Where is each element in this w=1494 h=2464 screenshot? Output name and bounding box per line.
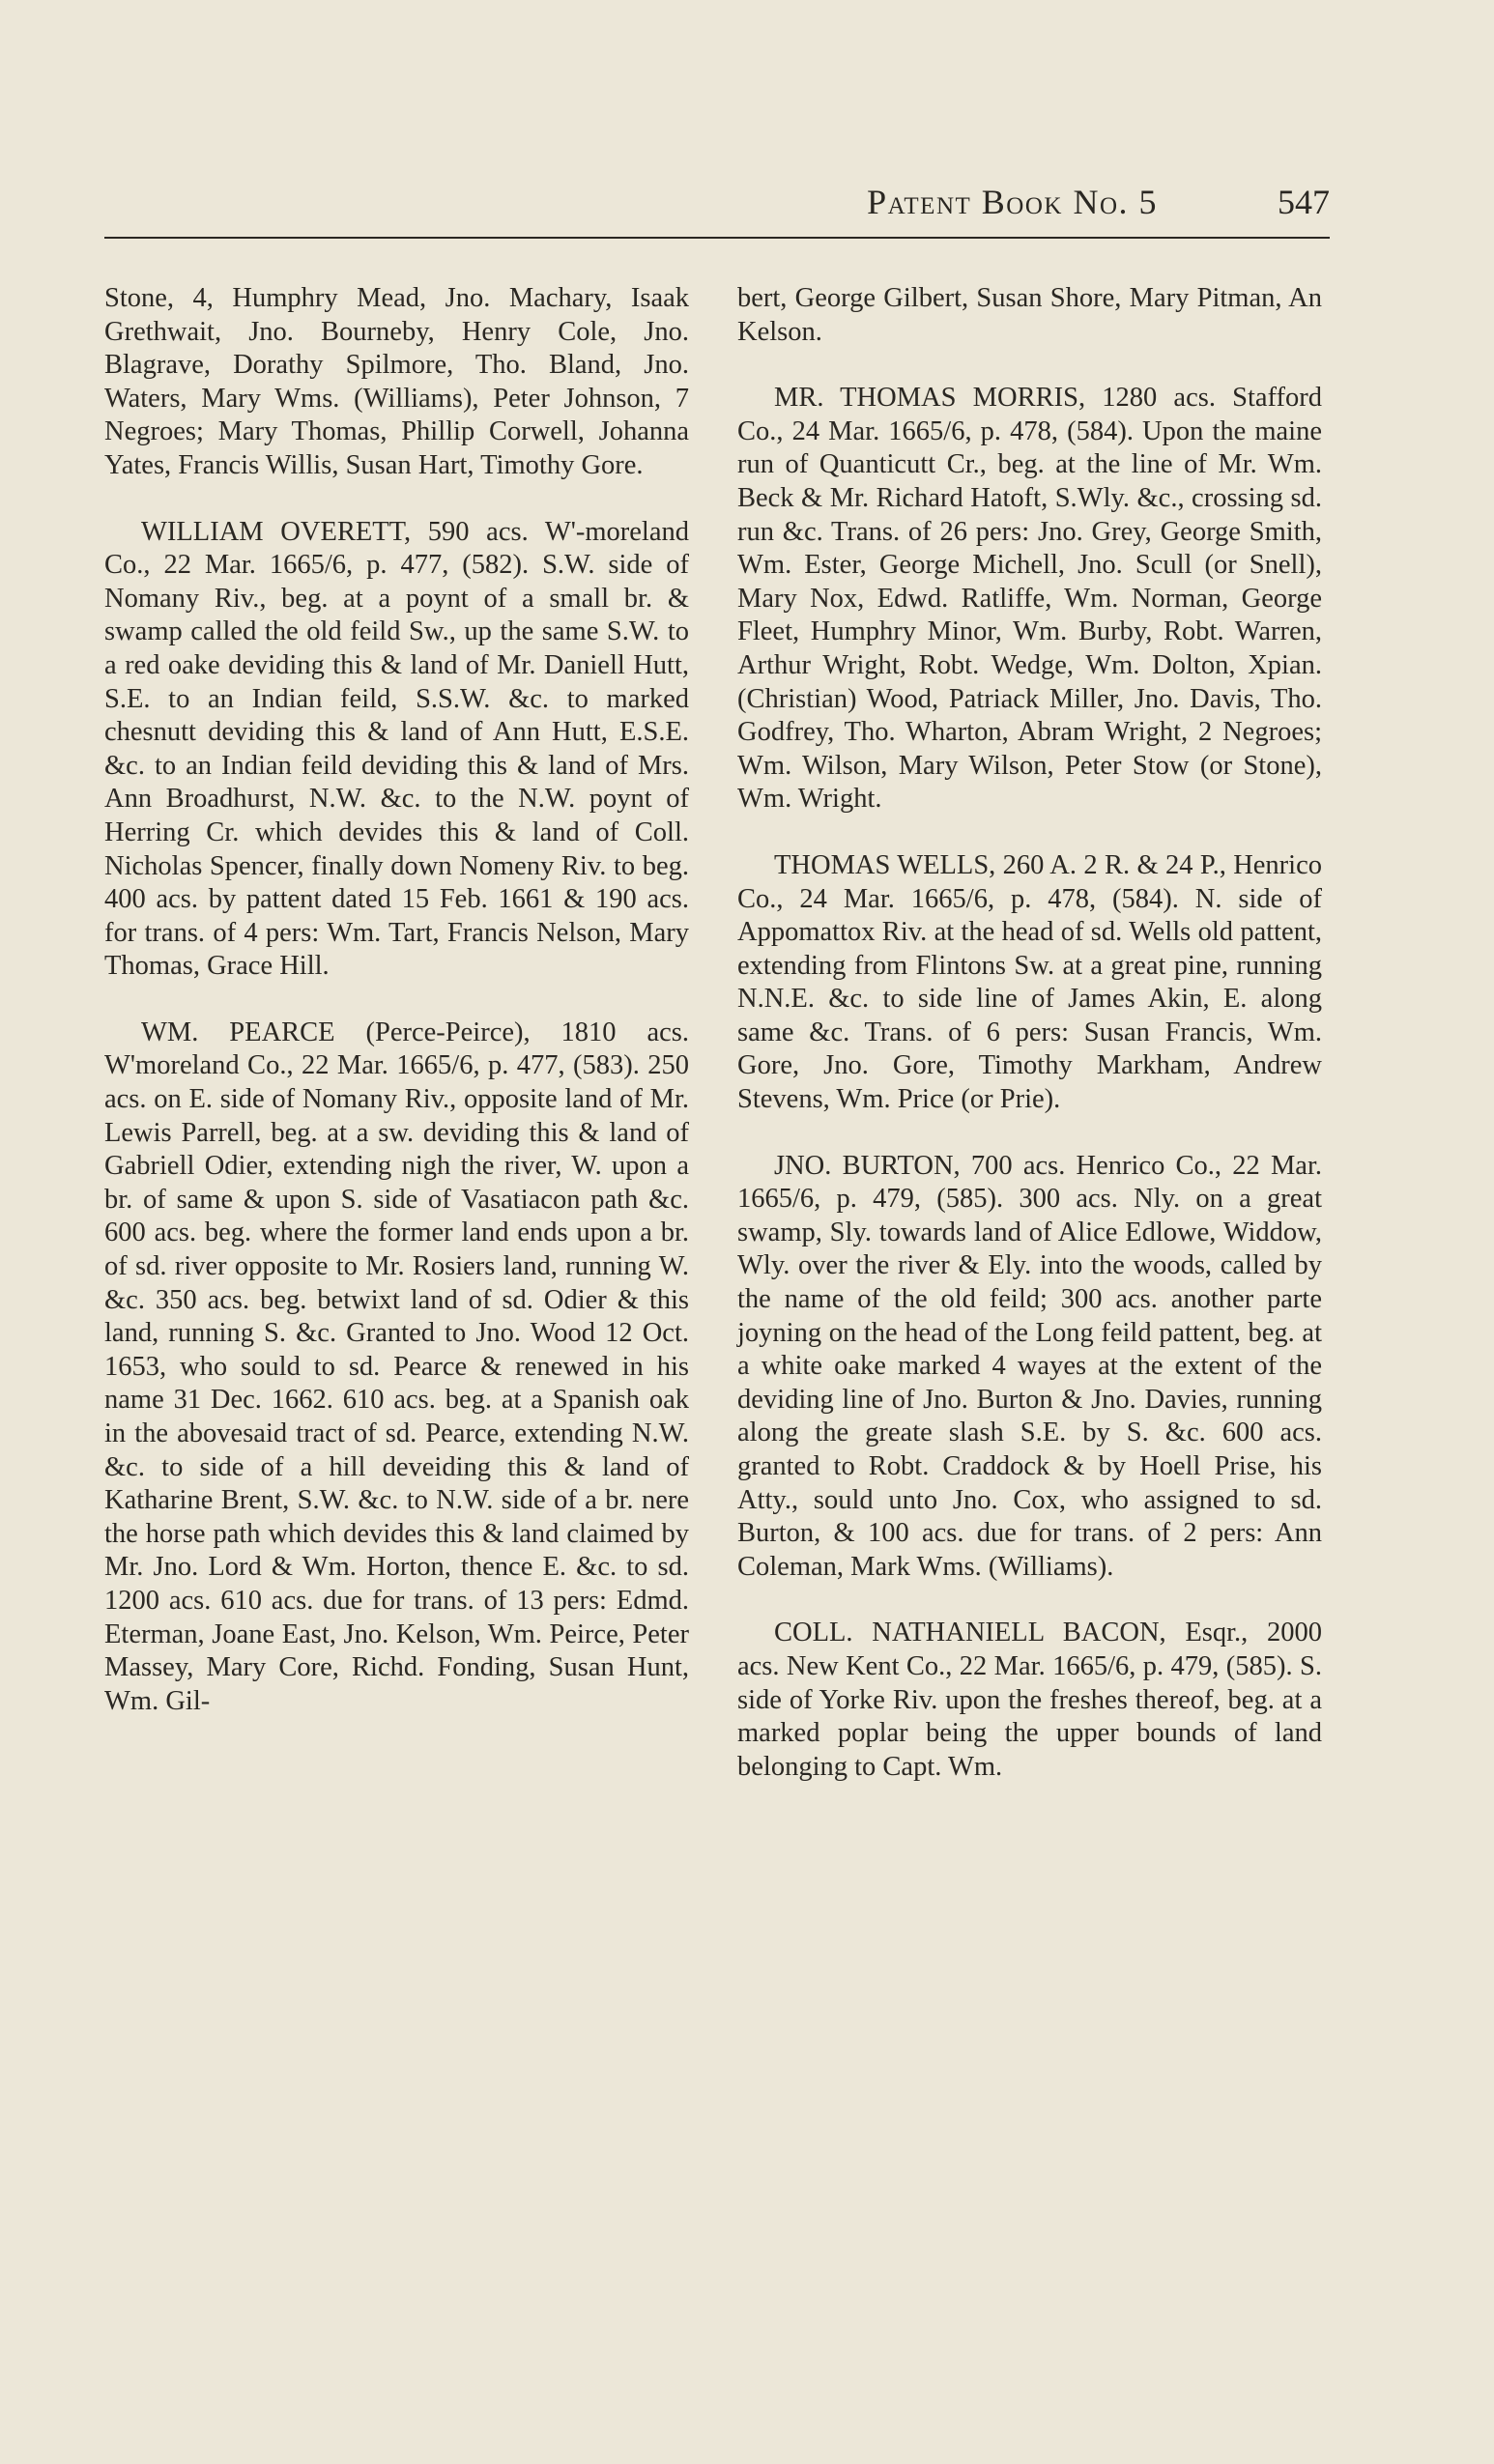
- entry-thomas-morris: MR. THOMAS MORRIS, 1280 acs. Stafford Co., 24 Mar. 1665/6, p. 478, (584). Upon the maine run of Quanticutt Cr., beg. at the line of Mr. Wm. Beck & Mr. Richard Hatoft, S.Wly. &c., crossing sd. run &c. Trans. of 26 pers: Jno. Grey, George Smith, Wm. Ester, George Michell, Jno. Scull (or Snell), Mary Nox, Edwd. Ratliffe, Wm. Norman, George Fleet, Humphry Minor, Wm. Burby, Robt. Warren, Arthur Wright, Robt. Wedge, Wm. Dolton, Xpian. (Christian) Wood, Patriack Miller, Jno. Davis, Tho. Godfrey, Tho. Wharton, Abram Wright, 2 Negroes; Wm. Wilson, Mary Wilson, Peter Stow (or Stone), Wm. Wright.: [737, 383, 1322, 815]
- entry-thomas-wells: THOMAS WELLS, 260 A. 2 R. & 24 P., Henrico Co., 24 Mar. 1665/6, p. 478, (584). N. side of Appomattox Riv. at the head of sd. Wells old pattent, extending from Flintons Sw. at a great pine, running N.N.E. &c. to side line of James Akin, E. along same &c. Trans. of 6 pers: Susan Francis, Wm. Gore, Jno. Gore, Timothy Markham, Andrew Stevens, Wm. Price (or Prie).: [737, 849, 1322, 1115]
- running-title: Patent Book No. 5: [867, 183, 1158, 221]
- left-column: [104, 282, 689, 1751]
- entry-wm-pearce: WM. PEARCE (Perce-Peirce), 1810 acs. W'moreland Co., 22 Mar. 1665/6, p. 477, (583). 250 acs. on E. side of Nomany Riv., opposite land of Mr. Lewis Parrell, beg. at a sw. deviding this & land of Gabriell Odier, extending nigh the river, W. upon a br. of same & upon S. side of Vasatiacon path &c. 600 acs. beg. where the former land ends upon a br. of sd. river opposite to Mr. Rosiers land, running W. &c. 350 acs. beg. betwixt land of sd. Odier & this land, running S. &c. Granted to Jno. Wood 12 Oct. 1653, who sould to sd. Pearce & renewed in his name 31 Dec. 1662. 610 acs. beg. at a Spanish oak in the abovesaid tract of sd. Pearce, extending N.W. &c. to side of a hill deveiding this & land of Katharine Brent, S.W. &c. to N.W. side of a br. nere the horse path which devides this & land claimed by Mr. Jno. Lord & Wm. Horton, thence E. &c. to sd. 1200 acs. 610 acs. due for trans. of 13 pers: Edmd. Eterman, Joane East, Jno. Kelson, Wm. Peirce, Peter Massey, Mary Core, Richd. Fonding, Susan Hunt, Wm. Gil-: [104, 1017, 689, 1716]
- page-number: 547: [1278, 183, 1330, 221]
- entry-nathaniell-bacon: COLL. NATHANIELL BACON, Esqr., 2000 acs. New Kent Co., 22 Mar. 1665/6, p. 479, (585). S. side of Yorke Riv. upon the freshes thereof, beg. at a marked poplar being the upper bounds of land belonging to Capt. Wm.: [737, 1618, 1322, 1782]
- entry-jno-burton: JNO. BURTON, 700 acs. Henrico Co., 22 Mar. 1665/6, p. 479, (585). 300 acs. Nly. on a great swamp, Sly. towards land of Alice Edlowe, Widdow, Wly. over the river & Ely. into the woods, called by the name of the old feild; 300 acs. another parte joyning on the head of the Long feild pattent, beg. at a white oake marked 4 wayes at the extent of the deviding line of Jno. Burton & Jno. Davies, running along the greate slash S.E. by S. &c. 600 acs. granted to Robt. Craddock & by Hoell Prise, his Atty., sould unto Jno. Cox, who assigned to sd. Burton, & 100 acs. due for trans. of 2 pers: Ann Coleman, Mark Wms. (Williams).: [737, 1150, 1322, 1582]
- header-rule: [104, 237, 1330, 239]
- entry-continuation: Stone, 4, Humphry Mead, Jno. Machary, Isaak Grethwait, Jno. Bourneby, Henry Cole, Jno. Blagrave, Dorathy Spilmore, Tho. Bland, Jno. Waters, Mary Wms. (Williams), Peter Johnson, 7 Negroes; Mary Thomas, Phillip Corwell, Johanna Yates, Francis Willis, Susan Hart, Timothy Gore.: [104, 283, 689, 480]
- right-column: [737, 282, 1322, 1817]
- running-header: [104, 182, 1330, 232]
- entry-continuation: bert, George Gilbert, Susan Shore, Mary Pitman, An Kelson.: [737, 283, 1322, 347]
- entry-william-overett: WILLIAM OVERETT, 590 acs. W'-moreland Co., 22 Mar. 1665/6, p. 477, (582). S.W. side of Nomany Riv., beg. at a poynt of a small br. & swamp called the old feild Sw., up the same S.W. to a red oake deviding this & land of Mr. Daniell Hutt, S.E. to an Indian feild, S.S.W. &c. to marked chesnutt deviding this & land of Ann Hutt, E.S.E. &c. to an Indian feild deviding this & land of Mrs. Ann Broadhurst, N.W. &c. to the N.W. poynt of Herring Cr. which devides this & land of Coll. Nicholas Spencer, finally down Nomeny Riv. to beg. 400 acs. by pattent dated 15 Feb. 1661 & 190 acs. for trans. of 4 pers: Wm. Tart, Francis Nelson, Mary Thomas, Grace Hill.: [104, 516, 689, 982]
